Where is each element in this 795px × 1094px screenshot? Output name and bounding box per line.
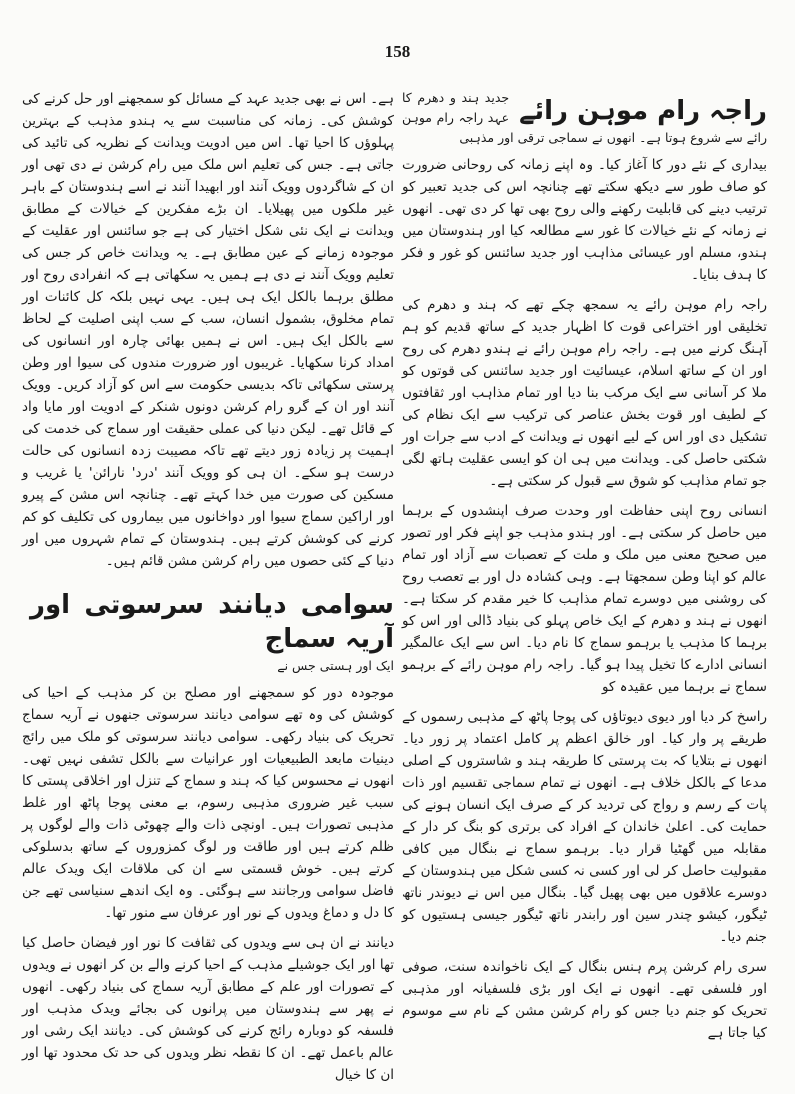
paragraph: دیانند نے ان ہی سے ویدوں کی ثقافت کا نور اور فیضان حاصل کیا تھا اور ایک جوشیلے مذہب کے احیا کرنے والے بن کر انھوں نے ویدوں کے تصورات اور علم کے مطابق آریہ سماج کی بنیاد رکھی۔ انھوں نے پھر سے ہندوستان میں پرانوں کی بجائے ویدک مذہب اور فلسفہ کو دوبارہ رائج کرنے کی کوشش کی۔ دیانند ایک رشی اور عالم باعمل تھے۔ ان کا نقطہ نظر ویدوں کی حد تک محدود تھا اور ان کا خیال [22,935,394,1083]
left-column [22,88,394,1094]
right-column [402,88,767,1052]
ram-mohan-roy-heading-block [402,88,767,148]
paragraph: راسخ کر دیا اور دیوی دیوتاؤں کی پوجا پاٹھ کے مذہبی رسموں کے طریقے پر وار کیا۔ اور خالق اعظم پر کامل اعتماد پر زور دیا۔ انھوں نے بتلایا کہ بت پرستی کا طریقہ ہند و شاستروں کے اصلی مدعا کے بالکل خلاف ہے۔ انھوں نے تمام سماجی تقسیم اور ذات پات کے رسم و رواج کی تردید کر کے صرف ایک انسان ہونے کی حمایت کی۔ اعلیٰ خاندان کے افراد کی برتری کو بنگ کر دار کے مقابلہ میں گھٹیا قرار دیا۔ برہمو سماج نے بنگال میں کافی مقبولیت حاصل کر لی اور کسی نہ کسی شکل میں ہندوستان کے دوسرے علاقوں میں بھی پھیل گیا۔ بنگال میں اس نے دیوندر ناتھ ٹیگور، کیشو چندر سین اور رابندر ناتھ ٹیگور جیسی ہستیوں کو جنم دیا۔ [402,709,767,945]
paragraph: سری رام کرشن پرم ہنس بنگال کے ایک ناخواندہ سنت، صوفی اور فلسفی تھے۔ انھوں نے ایک اور بڑی فلسفیانہ اور مذہبی تحریک کو جنم دیا جس کو رام کرشن مشن کے نام سے موسوم کیا جاتا ہے [402,959,767,1041]
paragraph: ہے۔ اس نے بھی جدید عہد کے مسائل کو سمجھنے اور حل کرنے کی کوشش کی۔ زمانہ کی مناسبت سے یہ ہندو مذہب کے بہترین پہلوؤں کا احیا تھا۔ اس میں ادویت ویدانت کے نظریہ کی تائید کی جاتی ہے۔ جس کی تعلیم اس ملک میں رام کرشن نے دی تھی اور ان کے شاگردوں وویک آنند اور ابھیدا آنند نے اسے ہندوستان کے باہر غیر ملکوں میں پھیلایا۔ ان بڑے مفکرین کے خیالات کے مطابق ویدانت نے ایک نئی شکل اختیار کی ہے جو سائنس اور عقلیت کے موجودہ زمانے کے عین مطابق ہے۔ یہ ویدانت خاص کر جس کی تعلیم وویک آنند نے دی ہے ہمیں یہ سکھاتی ہے کہ انفرادی روح اور مطلق برہما بالکل ایک ہی ہیں۔ یہی نہیں بلکہ کل کائنات اور تمام مخلوق، بشمول انسان، سب کے سب اپنی اصلیت کے لحاظ سے بالکل ایک ہیں۔ اس نے ہمیں بھائی چارہ اور انسانوں کی امداد کرنا سکھایا۔ غریبوں اور ضرورت مندوں کی سیوا اور وطن پرستی سکھائی تاکہ بدیسی حکومت سے اس کو آزاد کریں۔ وویک آنند اور ان کے گرو رام کرشن دونوں شنکر کے ادویت اور مایا واد کے قائل تھے۔ لیکن دنیا کی عملی حقیقت اور سماج کی خدمت کی اہمیت پر زیادہ زور دیتے تھے تاکہ مصیبت زدہ انسانوں کی حالت درست ہو سکے۔ ان ہی کو وویک آنند 'درد' نارائن' یا غریب و مسکین کی صورت میں خدا کہتے تھے۔ چنانچہ اس مشن کے پیرو اور اراکین سماج سیوا اور دواخانوں میں بیماروں کی تکلیف کو کم کرنے کی کوشش کرتے ہیں۔ ہندوستان کے تمام شہروں میں اور دنیا کے کئی حصوں میں رام کرشن مشن قائم ہیں۔ [22,91,394,569]
dayanand-heading-block [22,580,394,676]
section-intro-text: جدید ہند و دھرم کا عہد راجہ رام موہن رائے سے شروع ہوتا ہے۔ انھوں نے سماجی ترقی اور مذہبی [402,90,767,145]
paragraph: انسانی روح اپنی حفاظت اور وحدت صرف اپنشدوں کے برہما میں حاصل کر سکتی ہے۔ اور ہندو مذہب جو اپنے فکر اور تصور میں صحیح معنی میں ملک و ملت کے تعصبات سے آزاد اور تمام عالم کو اپنا وطن سمجھتا ہے۔ وہی کشادہ دل اور بے تعصب روح کی روشنی میں دوسرے تمام مذاہب کا خیر مقدم کر سکتا ہے۔ انھوں نے ہند و دھرم کے ایک خاص پہلو کی بنیاد ڈالی اور اس کو برہما کا مذہب یا برہمو سماج کا نام دیا۔ اس سے ایک عالمگیر انسانی ادارے کا تخیل پیدا ہو گیا۔ راجہ رام موہن رائے کے برہمو سماج نے برہما میں عقیدہ کو [402,503,767,695]
paragraph: بیداری کے نئے دور کا آغاز کیا۔ وہ اپنے زمانہ کی روحانی ضرورت کو صاف طور سے دیکھ سکتے تھے چنانچہ اس کی جدید تعبیر کو ترتیب دینے کی قابلیت رکھنے والی روح بھی تھا کر دی تھی۔ انھوں نے زمانہ کے نئے خیالات کا غور سے مطالعہ کیا اور ہندوستان میں ہندو، مسلم اور عیسائی مذاہب اور جدید سائنس کو غور و فکر کا ہدف بنایا۔ [402,157,767,283]
paragraph: راجہ رام موہن رائے یہ سمجھ چکے تھے کہ ہند و دھرم کی تخلیقی اور اختراعی قوت کا اظہار جدید کے ساتھ قدیم کو ہم آہنگ کرنے میں ہے۔ راجہ رام موہن رائے نے ہندو دھرم کی روح اور ان کے ساتھ اسلام، عیسائیت اور جدید سائنس کی قوتوں کو ملا کر آسانی سے ایک مرکب بنا دیا اور تمام مذاہب اور ثقافتوں کے لطیف اور قوت بخش عناصر کی ترکیب سے ایک نظام کی تشکیل دی اور اس کے لیے انھوں نے ویدانت کے ادب سے جرات اور شکتی حاصل کی۔ ویدانت میں ہی ان کو ایسی عقلیت ہاتھ لگی جو تمام مذاہب کو شوق سے قبول کر سکتی ہے۔ [402,297,767,489]
page-number: 158 [384,42,411,61]
section-title-ram-mohan-roy: راجہ رام موہن رائے [519,96,767,126]
section-intro-text: ایک اور ہستی جس نے [277,658,394,673]
section-title-dayanand-arya-samaj: سوامی دیانند سرسوتی اور آریہ سماج [30,590,394,654]
paragraph: موجودہ دور کو سمجھنے اور مصلح بن کر مذہب کے احیا کی کوشش کی وہ تھے سوامی دیانند سرسوتی جنھوں نے آریہ سماج تحریک کی بنیاد رکھی۔ سوامی دیانند سرسوتی کو ملک میں رائج دینیات مابعد الطبیعیات اور عرانیات سے بالکل تشفی نہیں تھی۔ انھوں نے محسوس کیا کہ ہند و سماج کے تنزل اور اخلاقی پستی کا سبب غیر ضروری مذہبی رسوم، بے معنی پوجا پاٹھ اور غلط مذہبی تصورات ہیں۔ اونچی ذات والے چھوٹی ذات والے لوگوں پر ظلم کرتے ہیں اور طاقت ور لوگ کمزوروں کے ساتھ بدسلوکی کرتے ہیں۔ خوش قسمتی سے ان کی ملاقات ایک ویدک عالم فاضل سوامی ورجانند سے ہوگئی۔ وہ ایک اندھے سنیاسی تھے جن کا دل و دماغ ویدوں کے نور اور عرفان سے منور تھا۔ [22,685,394,921]
